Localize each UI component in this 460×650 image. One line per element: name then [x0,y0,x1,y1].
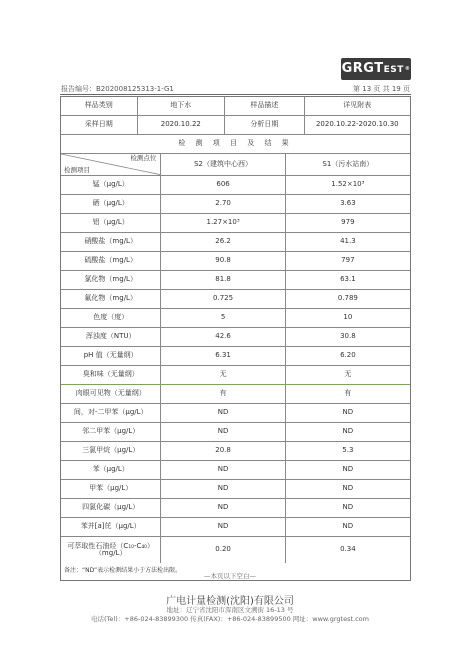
table-row [61,480,410,499]
s1-value-cell: ND [342,408,354,417]
item-cell: 氯化物（mg/L） [61,271,161,289]
s2-value-cell: 无 [161,366,285,384]
table-row [61,442,410,461]
item-cell: 苯并[a]芘（μg/L） [61,518,161,536]
item-cell: 肉眼可见物（无量纲） [61,385,161,403]
s1-value-cell: 41.3 [340,237,356,246]
s1-value-cell: 3.63 [340,199,356,208]
item-cell: 色度（度） [61,309,161,327]
s1-value-cell: 有 [344,389,352,398]
s2-value-cell: ND [161,404,285,422]
s1-value-cell: 10 [343,313,353,322]
table-row [61,252,410,271]
point-label: 检测点位 [130,154,157,162]
item-cell: 邻二甲苯（μg/L） [61,423,161,441]
diagonal-header-cell [61,154,161,175]
header-s2: S2（建筑中心西） [161,154,285,175]
s2-value-cell: 90.8 [161,252,285,270]
section-title-row [61,135,410,154]
table-row [61,537,410,563]
s2-value-cell: 1.27×10³ [161,214,285,232]
info-cell: 样品类别 [61,97,138,115]
table-row [61,404,410,423]
s2-value-cell: ND [161,499,285,517]
result-rows [61,176,410,563]
table-row [61,328,410,347]
item-cell: 铝（μg/L） [61,214,161,232]
table-row [61,195,410,214]
s1-value-cell: ND [342,503,354,512]
report-number: 报告编号：B202008125313-1-G1 [61,85,174,93]
item-cell: pH 值（无量纲） [61,347,161,365]
table-row [61,214,410,233]
info-cell: 采样日期 [61,116,138,134]
grgtest-logo [341,58,411,80]
s1-value-cell: 979 [341,218,355,227]
s2-value-cell: 6.31 [161,347,285,365]
table-row [61,423,410,442]
logo-main-text: GRGT [341,61,384,76]
s1-value-cell: 5.3 [342,446,354,455]
s2-value-cell: 606 [161,176,285,194]
item-cell: 硝酸盐（mg/L） [61,233,161,251]
note-text: 备注：“ND”表示检测结果小于方法检出限。 [64,567,182,575]
item-cell: 臭和味（无量纲） [61,366,161,384]
table-row [61,366,410,385]
s2-value-cell: ND [161,518,285,536]
s2-value-cell: ND [161,480,285,498]
item-cell: 可萃取性石油烃（C₁₀-C₄₀） （mg/L） [61,537,161,563]
header-s1: S1（污水站南） [322,159,374,168]
s2-value-cell: ND [161,423,285,441]
item-cell: 硫酸盐（mg/L） [61,252,161,270]
info-cell: 分析日期 [225,116,305,134]
s2-value-cell: 0.20 [161,537,285,563]
company-name: 广电计量检测(沈阳)有限公司 [166,596,294,607]
info-cell: 2020.10.22-2020.10.30 [315,120,399,129]
item-cell: 浑浊度（NTU） [61,328,161,346]
item-cell: 氟化物（mg/L） [61,290,161,308]
s1-value-cell: 1.52×10³ [331,180,365,189]
item-cell: 苯（μg/L） [61,461,161,479]
table-row [61,290,410,309]
table-row [61,499,410,518]
item-cell: 锰（μg/L） [61,176,161,194]
item-cell: 硒（μg/L） [61,195,161,213]
s2-value-cell: ND [161,461,285,479]
blank-notice: —本页以下空白— [204,572,256,580]
info-row [61,116,410,135]
s2-value-cell: 5 [161,309,285,327]
s2-value-cell: 26.2 [161,233,285,251]
table-row [61,385,410,404]
s2-value-cell: 有 [161,385,285,403]
item-cell: 三氯甲烷（μg/L） [61,442,161,460]
item-cell: 间，对-二甲苯（μg/L） [61,404,161,422]
item-cell: 四氯化碳（μg/L） [61,499,161,517]
s2-value-cell: 0.725 [161,290,285,308]
s1-value-cell: 63.1 [340,275,356,284]
header-rule [60,94,411,95]
company-contact: 电话(Tel)：+86-024-83899300 传真(FAX)：+86-024-83899500 网址：www.grgtest.com [91,615,369,623]
table-row [61,176,410,195]
page-info: 第 13 页 共 19 页 [353,85,410,93]
s1-value-cell: 0.789 [337,294,358,303]
s1-value-cell: ND [342,484,354,493]
s1-value-cell: 6.20 [340,351,356,360]
info-row [61,97,410,116]
table-row [61,518,410,537]
table-row [61,347,410,366]
s2-value-cell: 2.70 [161,195,285,213]
table-row [61,233,410,252]
info-cell: 详见附表 [343,101,372,110]
table-row [61,309,410,328]
s1-value-cell: 797 [341,256,355,265]
item-label: 检测项目 [64,166,90,175]
table-row [61,271,410,290]
logo-suffix-text: EST [383,65,404,75]
results-table [60,96,411,581]
s1-value-cell: ND [342,427,354,436]
item-cell: 甲苯（μg/L） [61,480,161,498]
column-header-row [61,154,410,176]
s1-value-cell: ND [342,522,354,531]
s2-value-cell: 20.8 [161,442,285,460]
info-cell: 地下水 [138,97,226,115]
s2-value-cell: 42.6 [161,328,285,346]
table-row [61,461,410,480]
company-address: 地址：辽宁省沈阳市浑南区文溯街 16-13 号 [166,606,294,614]
s2-value-cell: 81.8 [161,271,285,289]
section-title: 检 测 项 目 及 结 果 [178,139,293,148]
s1-value-cell: ND [342,465,354,474]
s1-value-cell: 无 [344,370,352,379]
info-cell: 样品描述 [225,97,305,115]
s1-value-cell: 0.34 [340,545,356,554]
logo-trademark: ® [404,66,411,72]
s1-value-cell: 30.8 [340,332,356,341]
info-cell: 2020.10.22 [138,116,226,134]
